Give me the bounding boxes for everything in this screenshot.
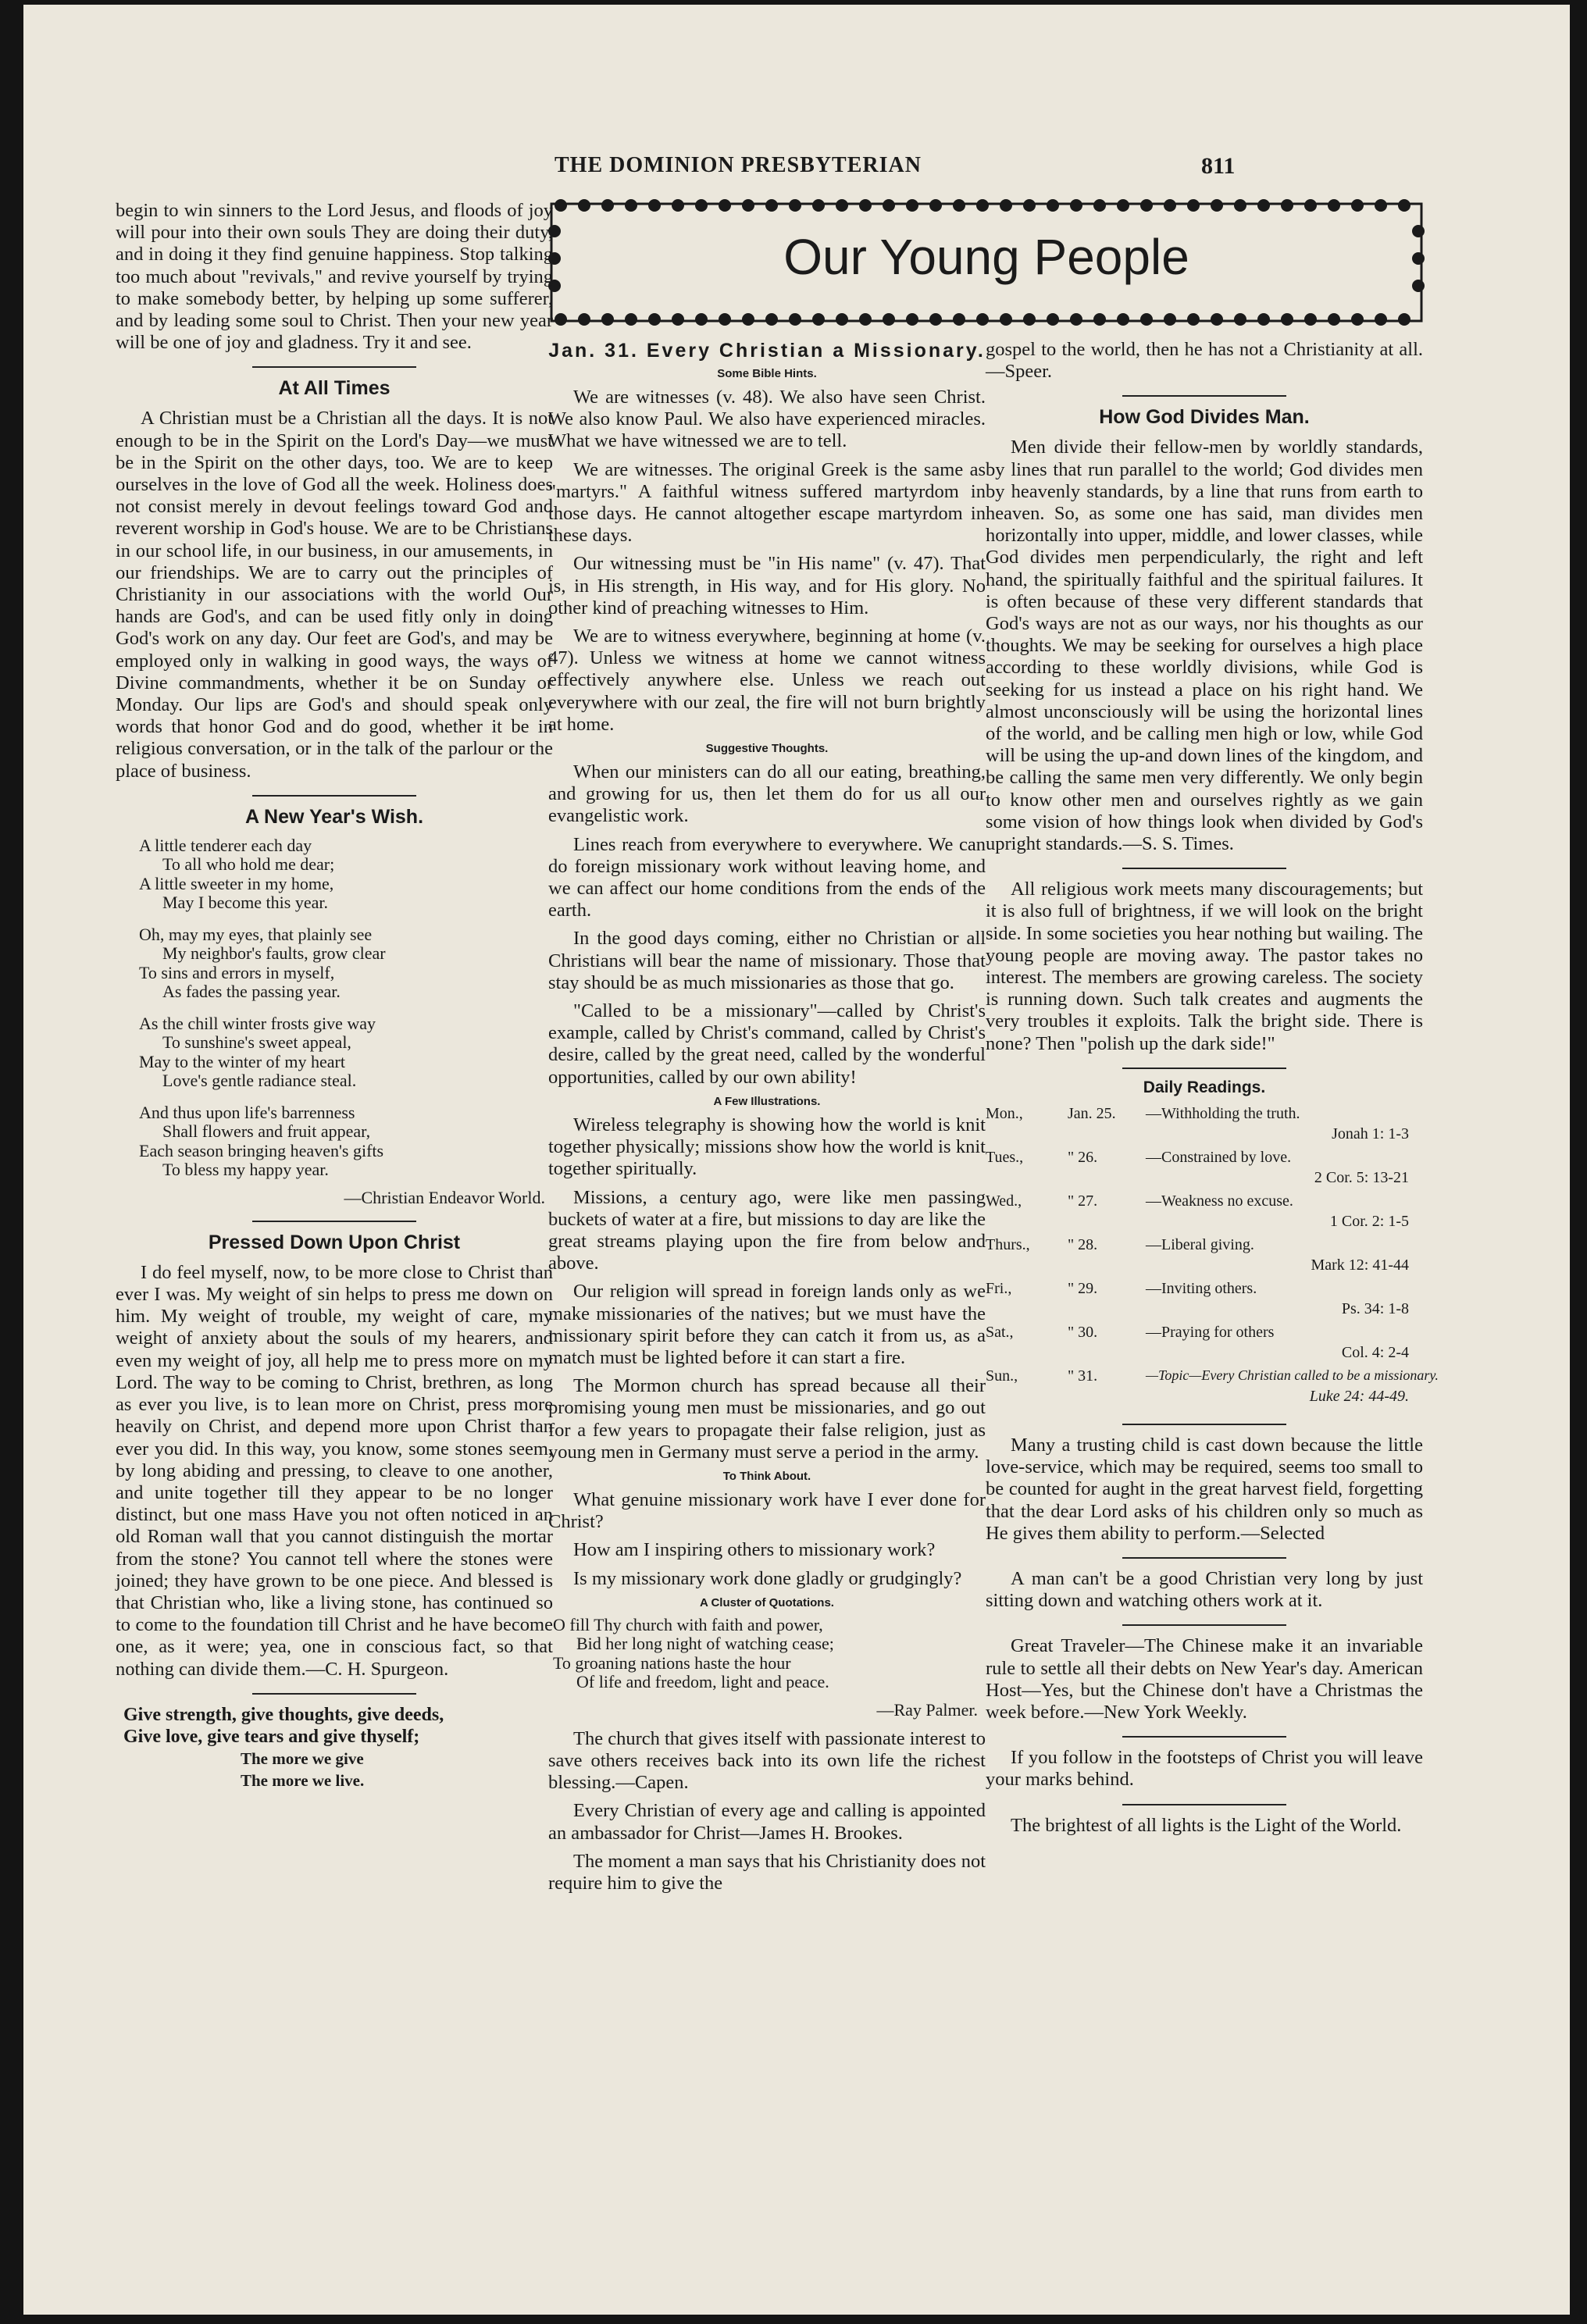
reading-date: " 31.: [1068, 1367, 1098, 1385]
divider: [252, 795, 416, 797]
divider: [1122, 1736, 1286, 1738]
poem-line: Of life and freedom, light and peace.: [576, 1672, 829, 1692]
reading-topic: —Liberal giving.: [1146, 1235, 1254, 1253]
verse-line: The more we live.: [241, 1770, 365, 1790]
illustration-paragraph: Missions, a century ago, were like men passing buckets of water at a fire, but missions to day are like the great streams playing upon the fire from below and above.: [548, 1186, 986, 1274]
quote-paragraph: The church that gives itself with passionate interest to save others receives back into its own life the richest blessing.—Capen.: [548, 1727, 986, 1794]
reading-day: Wed.,: [986, 1192, 1022, 1210]
reading-row: [986, 1192, 1423, 1236]
reading-row: [986, 1105, 1423, 1149]
poem-line: Shall flowers and fruit appear,: [162, 1121, 371, 1142]
column-1: [116, 200, 553, 1791]
hint-paragraph: We are witnesses (v. 48). We also have seen Christ. We also know Paul. We also have experienced miracles. What we have witnessed we are to tell.: [548, 387, 986, 452]
trusting-child-paragraph: Many a trusting child is cast down because the little love-service, which may be required, seems too small to be counted for aught in the great harvest field, forgetting that the dear Lord asks of his children only so much as He gives them ability to perform.—Selected: [986, 1434, 1423, 1544]
poem-line: To sins and errors in myself,: [139, 962, 335, 982]
reading-ref: Col. 4: 2-4: [1341, 1343, 1409, 1361]
reading-topic: —Topic—Every Christian called to be a missionary.: [1146, 1367, 1439, 1383]
reading-ref: 2 Cor. 5: 13-21: [1314, 1168, 1409, 1186]
reading-topic: —Praying for others: [1146, 1323, 1275, 1341]
quotations-heading: A Cluster of Quotations.: [700, 1595, 834, 1609]
good-christian-paragraph: A man can't be a good Christian very long by just sitting down and watching others work at it.: [986, 1567, 1423, 1612]
reading-date: " 27.: [1068, 1192, 1098, 1210]
quote-paragraph: Every Christian of every age and calling is appointed an ambassador for Christ—James H. Brookes.: [548, 1800, 986, 1844]
reading-topic: —Weakness no excuse.: [1146, 1192, 1293, 1210]
poem-line: Each season bringing heaven's gifts: [139, 1140, 384, 1160]
intro-paragraph: begin to win sinners to the Lord Jesus, and floods of joy will pour into their own souls They are doing their duty, and in doing it they find genuine happiness. Stop talking too much about "revivals," and revive yourself by trying to make somebody better, by helping up some sufferer, and by leading some soul to Christ. Then your new year will be one of joy and gladness. Try it and see.: [116, 200, 553, 354]
light-of-world-paragraph: The brightest of all lights is the Light of the World.: [1011, 1814, 1402, 1836]
think-about-heading: To Think About.: [722, 1469, 811, 1483]
thought-paragraph: When our ministers can do all our eating, breathing, and growing for us, then let them do for us all our evangelistic work.: [548, 761, 986, 827]
poem-line: May I become this year.: [162, 893, 328, 913]
illustration-paragraph: The Mormon church has spread because all their promising young men must be missionaries, and go out for a few years to propagate their false religion, just as young men in Germany must serve a period in the army.: [548, 1375, 986, 1463]
reading-row: [986, 1367, 1439, 1411]
footsteps-paragraph: If you follow in the footsteps of Christ you will leave your marks behind.: [986, 1747, 1423, 1791]
reading-day: Tues.,: [986, 1148, 1024, 1166]
think-paragraph: What genuine missionary work have I ever done for Christ?: [548, 1488, 986, 1533]
reading-day: Sun.,: [986, 1367, 1018, 1385]
verse-line: The more we give: [241, 1748, 364, 1768]
poem-line: My neighbor's faults, grow clear: [162, 943, 386, 964]
running-header-title: THE DOMINION PRESBYTERIAN: [555, 153, 922, 177]
divider: [1122, 1068, 1286, 1069]
how-god-divides-text: Men divide their fellow-men by worldly standards, by lines that run parallel to the world; God divides men by heavenly standards, by a line that runs from earth to heaven. So, as some one has said, man divides men horizontally into upper, middle, and lower classes, while God divides men perpendicularly, the right and left hand, the spiritually faithful and the spiritual failures. It is often because of these very different standards that God's ways are not as our ways, nor his thoughts as our thoughts. We may be seeking for ourselves a high place according to these worldly divisions, while God is seeking for us instead a place on his right hand. We almost unconsciously will be using the horizontal lines of the world, and be calling men high or low, while God will be using the up-and down lines of the kingdom, and be calling the same men very differently. We only begin to know other men and ourselves rightly as we gain some vision of how things look when divided by God's upright standards.—S. S. Times.: [986, 437, 1423, 855]
closing-verse: [116, 1704, 553, 1791]
reading-day: Fri.,: [986, 1279, 1012, 1297]
poem-line: And thus upon life's barrenness: [139, 1102, 355, 1122]
divider: [1122, 868, 1286, 869]
poem-line: Oh, may my eyes, that plainly see: [139, 924, 373, 944]
hint-paragraph: We are to witness everywhere, beginning at home (v. 47). Unless we witness at home we cannot witness effectively anywhere else. Unless we reach out everywhere with our zeal, the fire will not burn brightly at home.: [548, 626, 986, 735]
reading-row: [986, 1236, 1423, 1280]
wish-credit: —Christian Endeavor World.: [344, 1187, 545, 1207]
poem-line: As the chill winter frosts give way: [139, 1013, 376, 1033]
poem-line: To groaning nations haste the hour: [553, 1652, 791, 1673]
thought-paragraph: In the good days coming, either no Christian or all Christians will bear the name of missionary. Those that stay should be as much missionaries as those that go.: [548, 928, 986, 993]
daily-readings-list: [986, 1104, 1439, 1411]
reading-row: [986, 1280, 1423, 1324]
think-paragraph: How am I inspiring others to missionary work?: [573, 1539, 936, 1561]
divider: [1122, 1624, 1286, 1626]
great-traveler-paragraph: Great Traveler—The Chinese make it an invariable rule to settle all their debts on New Year's day. American Host—Yes, but the Chinese don't have a Christmas the week before.—New York Weekly.: [986, 1635, 1423, 1723]
illustrations-heading: A Few Illustrations.: [713, 1094, 821, 1108]
reading-date: " 30.: [1068, 1323, 1098, 1341]
divider: [252, 1221, 416, 1222]
new-years-wish-poem: [139, 836, 553, 1180]
reading-ref: Luke 24: 44-49.: [1309, 1387, 1409, 1405]
poem-line: Bid her long night of watching cease;: [576, 1634, 834, 1654]
divider: [1122, 1557, 1286, 1559]
hint-paragraph: We are witnesses. The original Greek is the same as "martyrs." A faithful witness suffered martyrdom in those days. He cannot altogether escape martyrdom in these days.: [548, 458, 986, 547]
page-number: 811: [1201, 153, 1236, 179]
quotation-credit: —Ray Palmer.: [876, 1699, 978, 1720]
poem-line: Love's gentle radiance steal.: [162, 1071, 357, 1091]
thought-paragraph: Lines reach from everywhere to everywhere. We can do foreign missionary work without leaving home, and we can affect our home conditions from the ends of the earth.: [548, 833, 986, 921]
reading-row: [986, 1149, 1423, 1192]
divider: [1122, 395, 1286, 397]
quote-paragraph: The moment a man says that his Christianity does not require him to give the: [548, 1850, 986, 1894]
reading-topic: —Constrained by love.: [1146, 1148, 1292, 1166]
think-paragraph: Is my missionary work done gladly or grudgingly?: [573, 1567, 962, 1589]
pressed-down-text: I do feel myself, now, to be more close to Christ than ever I was. My weight of sin helps to press me down on him. My weight of trouble, my weight of care, my weight of anxiety about the souls of my hearers, and even my weight of joy, all help me to press more on my Lord. The way to be coming to Christ, brethren, as long as ever you live, is to lean more on Christ, press more heavily on Christ, and depend more upon Christ than ever you did. In this way, you know, some stones seem, by long abiding and pressing, to cleave to one another, and unite together till they appear to be no longer distinct, but one mass Have you not often noticed in an old Roman wall that you cannot distinguish the mortar from the stone? You cannot tell where the stones were joined; they have grown to be one piece. And blessed is that Christian who, like a living stone, has continued so to come to the foundation till Christ and he have become one, as it were; yea, one in conscious fact, so that nothing can divide them.—C. H. Spurgeon.: [116, 1261, 553, 1680]
poem-line: As fades the passing year.: [162, 982, 341, 1002]
reading-ref: 1 Cor. 2: 1-5: [1329, 1212, 1409, 1230]
daily-readings-heading: Daily Readings.: [1143, 1078, 1266, 1096]
reading-day: Mon.,: [986, 1104, 1023, 1122]
poem-line: A little tenderer each day: [139, 835, 312, 855]
reading-date: " 26.: [1068, 1148, 1098, 1166]
how-god-divides-heading: How God Divides Man.: [1099, 406, 1310, 429]
illustration-paragraph: Our religion will spread in foreign lands only as we make missionaries of the natives; but we must have the missionary spirit before they can catch it from us, as a match must be lighted before it can start a fire.: [548, 1281, 986, 1368]
divider: [252, 1693, 416, 1695]
reading-topic: —Withholding the truth.: [1146, 1104, 1300, 1122]
at-all-times-text: A Christian must be a Christian all the days. It is not enough to be in the Spirit on the Lord's Day—we must be in the Spirit on the other days, too. We are to keep ourselves in the love of God all the week. Holiness does not consist merely in devout feelings toward God and reverent worship in God's house. We are to be Christians in our school life, in our business, in our amusements, in our friendships. We are to carry out the principles of Christianity in our associations with the world Our hands are God's, and can be used fitly only in doing God's work on any day. Our feet are God's, and may be employed only in walking in good ways, the ways of Divine commandments, whether it be on Sunday or Monday. Our lips are God's and should speak only words that honor God and do good, whether it be in religious conversation, or in the talk of the parlour or the place of business.: [116, 408, 553, 782]
reading-topic: —Inviting others.: [1146, 1279, 1257, 1297]
poem-line: O fill Thy church with faith and power,: [553, 1614, 823, 1634]
pressed-down-heading: Pressed Down Upon Christ: [208, 1231, 461, 1253]
verse-line: Give strength, give thoughts, give deeds,: [123, 1704, 444, 1725]
suggestive-thoughts-heading: Suggestive Thoughts.: [705, 742, 829, 756]
new-years-wish-heading: A New Year's Wish.: [244, 805, 424, 828]
reading-date: Jan. 25.: [1068, 1104, 1116, 1122]
thought-paragraph: "Called to be a missionary"—called by Christ's example, called by Christ's command, called by Christ's desire, called by the great need, called by the wonderful opportunities, called by our own ability!: [548, 1000, 986, 1088]
reading-ref: Jonah 1: 1-3: [1332, 1125, 1409, 1142]
divider: [1122, 1424, 1286, 1425]
newspaper-page: [23, 5, 1570, 2315]
continuation-paragraph: gospel to the world, then he has not a Christianity at all.—Speer.: [986, 339, 1423, 383]
at-all-times-heading: At All Times: [278, 377, 391, 400]
poem-line: A little sweeter in my home,: [139, 873, 334, 893]
divider: [1122, 1804, 1286, 1805]
reading-date: " 29.: [1068, 1279, 1098, 1297]
illustration-paragraph: Wireless telegraphy is showing how the world is knit together physically; missions show how the world is knit together spiritually.: [548, 1114, 986, 1180]
reading-ref: Mark 12: 41-44: [1311, 1256, 1409, 1274]
reading-day: Thurs.,: [986, 1235, 1030, 1253]
topic-heading: Jan. 31. Every Christian a Missionary.: [548, 340, 986, 362]
column-2: [548, 339, 986, 1901]
reading-date: " 28.: [1068, 1235, 1098, 1253]
column-3: [986, 339, 1439, 1843]
poem-line: May to the winter of my heart: [139, 1051, 345, 1071]
reading-row: [986, 1324, 1423, 1367]
poem-line: To all who hold me dear;: [162, 854, 335, 875]
poem-line: To sunshine's sweet appeal,: [162, 1032, 351, 1053]
reading-ref: Ps. 34: 1-8: [1341, 1299, 1409, 1317]
poem-line: To bless my happy year.: [162, 1160, 329, 1180]
bible-hints-heading: Some Bible Hints.: [717, 367, 817, 380]
quotation-poem: [553, 1616, 986, 1692]
hint-paragraph: Our witnessing must be "in His name" (v. 47). That is, in His strength, in His way, and for His glory. No other kind of preaching witnesses to Him.: [548, 553, 986, 618]
verse-line: Give love, give tears and give thyself;: [123, 1726, 420, 1747]
section-title: Our Young People: [783, 229, 1189, 285]
reading-day: Sat.,: [986, 1323, 1014, 1341]
discouragements-paragraph: All religious work meets many discouragements; but it is also full of brightness, if we will look on the bright side. In some societies you hear nothing but wailing. The young people are moving away. The pastor takes no interest. The members are growing careless. The society is running down. Such talk creates and augments the very troubles it exploits. Talk the bright side. There is none? Then "polish up the dark side!": [986, 879, 1423, 1054]
divider: [252, 366, 416, 368]
